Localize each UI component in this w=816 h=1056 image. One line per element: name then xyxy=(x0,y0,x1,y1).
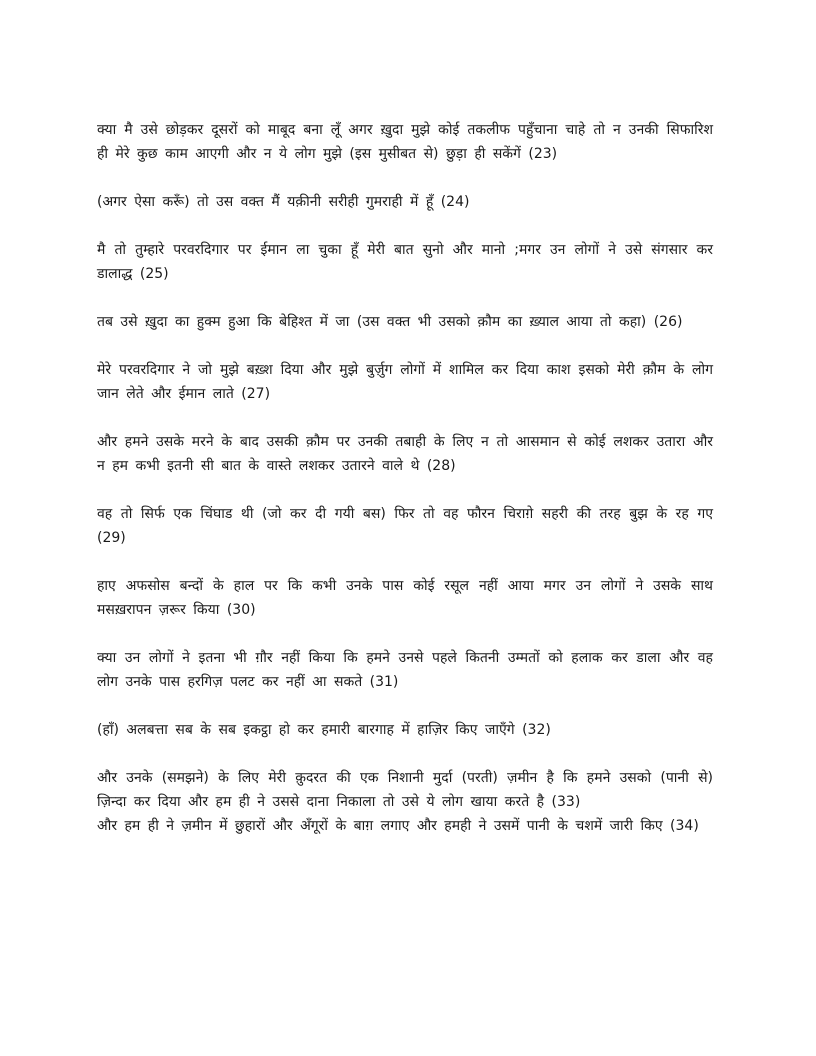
verse-30: हाए अफसोस बन्दों के हाल पर कि कभी उनके पास कोई रसूल नहीं आया मगर उन लोगों ने उसके साथ मसख़रापन ज़रूर किया (30) xyxy=(97,578,713,618)
verse-31: क्या उन लोगों ने इतना भी ग़ौर नहीं किया कि हमने उनसे पहले कितनी उम्मतों को हलाक कर डाला और वह लोग उनके पास हरगिज़ पलट कर नहीं आ सकते (31) xyxy=(97,650,713,690)
verse-34: और हम ही ने ज़मीन में छुहारों और अँगूरों के बाग़ लगाए और हमही ने उसमें पानी के चशमें जारी किए (34) xyxy=(97,818,699,834)
verse-25: मै तो तुम्हारे परवरदिगार पर ईमान ला चुका हूँ मेरी बात सुनो और मानो ;मगर उन लोगों ने उसे संगसार कर डालाद्ध (25) xyxy=(97,242,713,282)
verse-32: (हाँ) अलबत्ता सब के सब इकट्ठा हो कर हमारी बारगाह में हाज़िर किए जाएँगे (32) xyxy=(97,722,551,738)
verse-23: क्या मै उसे छोड़कर दूसरों को माबूद बना लूँ अगर ख़ुदा मुझे कोई तकलीफ पहुँचाना चाहे तो न उनकी सिफारिश ही मेरे कुछ काम आएगी और न ये लोग मुझे (इस मुसीबत से) छुड़ा ही सकेंगें (23) xyxy=(97,122,713,162)
document-body xyxy=(97,118,713,862)
verse-26: तब उसे ख़ुदा का हुक्म हुआ कि बेहिश्त में जा (उस वक्त भी उसको क़ौम का ख़्याल आया तो कहा) (26) xyxy=(97,314,683,330)
verse-27: मेरे परवरदिगार ने जो मुझे बख़्श दिया और मुझे बुर्ज़ुग लोगों में शामिल कर दिया काश इसको मेरी क़ौम के लोग जान लेते और ईमान लाते (27) xyxy=(97,362,713,402)
verse-28: और हमने उसके मरने के बाद उसकी क़ौम पर उनकी तबाही के लिए न तो आसमान से कोई लशकर उतारा और न हम कभी इतनी सी बात के वास्ते लशकर उतारने वाले थे (28) xyxy=(97,434,713,474)
verse-33: और उनके (समझने) के लिए मेरी क़ुदरत की एक निशानी मुर्दा (परती) ज़मीन है कि हमने उसको (पानी से) ज़िन्दा कर दिया और हम ही ने उससे दाना निकाला तो उसे ये लोग खाया करते है (33) xyxy=(97,770,713,810)
verse-24: (अगर ऐसा करूँ) तो उस वक्त मैं यक़ीनी सरीही गुमराही में हूँ (24) xyxy=(97,194,470,210)
verse-29: वह तो सिर्फ एक चिंघाड थी (जो कर दी गयी बस) फिर तो वह फौरन चिराग़े सहरी की तरह बुझ के रह गए (29) xyxy=(97,506,713,546)
